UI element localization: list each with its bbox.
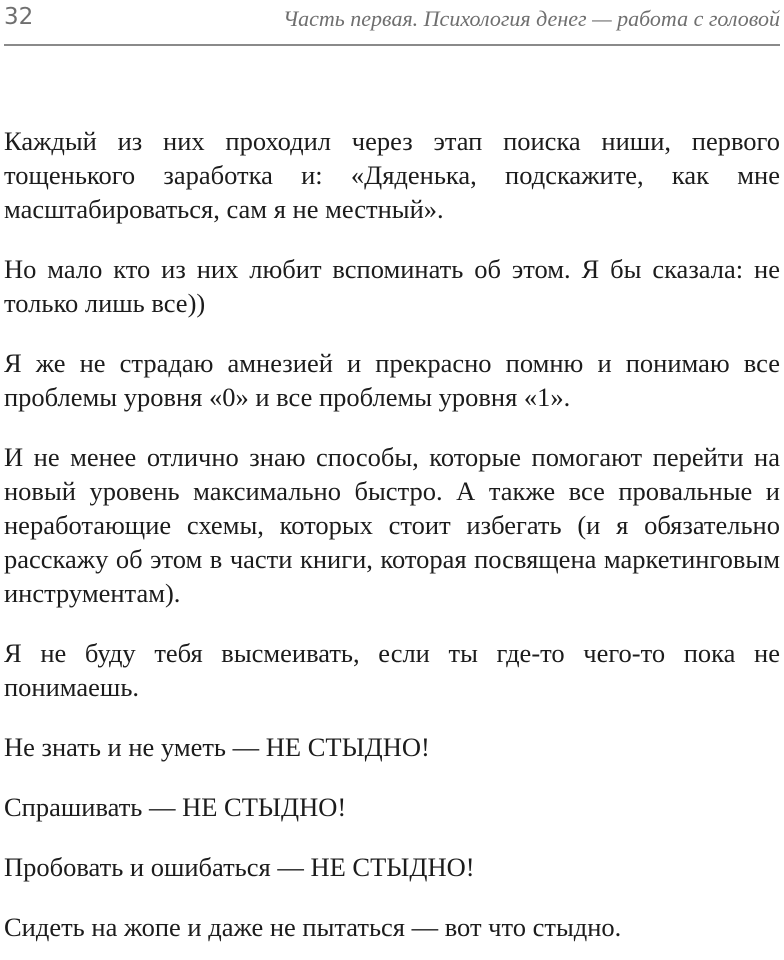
- paragraph: Я же не страдаю амнезией и прекрасно помню и понимаю все проблемы уровня «0» и все проблемы уровня «1».: [4, 348, 780, 412]
- paragraph: И не менее отлично знаю способы, которые помогают перейти на новый уровень максимально быстро. А также все провальные и неработающие схемы, которых стоит избегать (и я обязательно расскажу об этом в части книги, которая посвящена маркетинговым инструментам).: [4, 442, 780, 608]
- paragraph: Но мало кто из них любит вспоминать об этом. Я бы сказала: не только лишь все)): [4, 254, 780, 318]
- body-text: [4, 124, 780, 960]
- page-number: 32: [4, 4, 34, 30]
- paragraph: Пробовать и ошибаться — НЕ СТЫДНО!: [4, 852, 475, 882]
- paragraph: Спрашивать — НЕ СТЫДНО!: [4, 792, 347, 822]
- paragraph: Не знать и не уметь — НЕ СТЫДНО!: [4, 732, 430, 762]
- paragraph: Я не буду тебя высмеивать, если ты где-то чего-то пока не понимаешь.: [4, 638, 780, 702]
- page-header: [4, 0, 780, 46]
- paragraph: Каждый из них проходил через этап поиска ниши, первого тощенького заработка и: «Дяденька, подскажите, как мне масштабироваться, сам я не местный».: [4, 126, 780, 224]
- paragraph: Сидеть на жопе и даже не пытаться — вот что стыдно.: [4, 912, 622, 942]
- running-title: Часть первая. Психология денег — работа с головой: [282, 6, 780, 31]
